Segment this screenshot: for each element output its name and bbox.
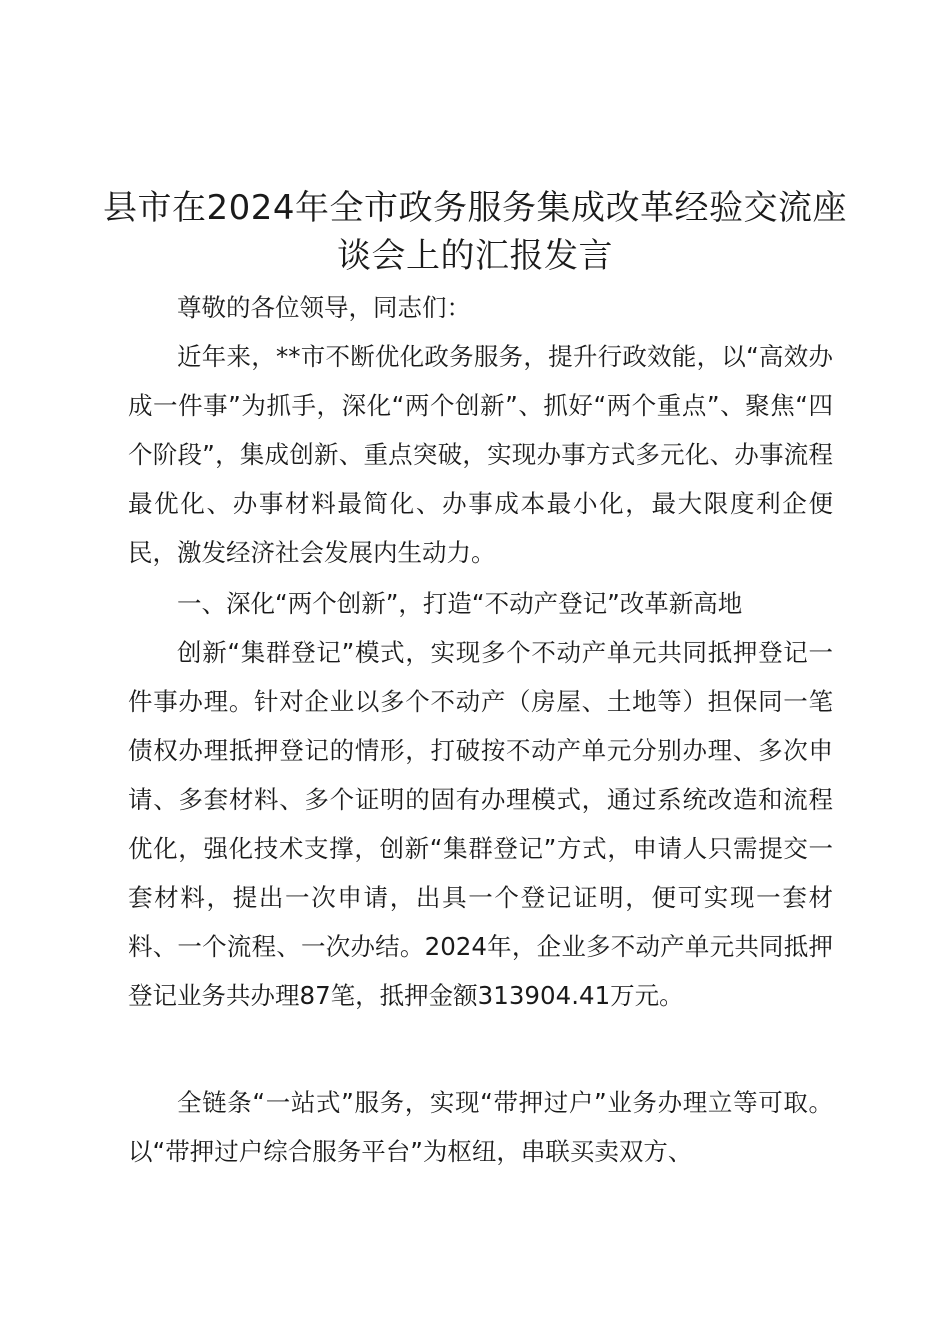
document-title: 县市在2024年全市政务服务集成改革经验交流座谈会上的汇报发言 (102, 188, 848, 276)
intro-paragraph: 近年来，**市不断优化政务服务，提升行政效能，以“高效办成一件事”为抓手，深化“两个创新”、抓好“两个重点”、聚焦“四个阶段”，集成创新、重点突破，实现办事方式多元化、办事流程最优化、办事材料最简化、办事成本最小化，最大限度利企便民，激发经济社会发展内生动力。 (128, 342, 833, 567)
body-paragraph: 全链条“一站式”服务，实现“带押过户”业务办理立等可取。以“带押过户综合服务平台”为枢纽，串联买卖双方、 (128, 1088, 833, 1166)
salutation: 尊敬的各位领导，同志们： (177, 293, 471, 322)
body-paragraph: 创新“集群登记”模式，实现多个不动产单元共同抵押登记一件事办理。针对企业以多个不动产（房屋、土地等）担保同一笔债权办理抵押登记的情形，打破按不动产单元分别办理、多次申请、多套材料、多个证明的固有办理模式，通过系统改造和流程优化，强化技术支撑，创新“集群登记”方式，申请人只需提交一套材料，提出一次申请，出具一个登记证明，便可实现一套材料、一个流程、一次办结。2024年，企业多不动产单元共同抵押登记业务共办理87笔，抵押金额313904.41万元。 (128, 638, 833, 1010)
section-heading: 一、深化“两个创新”，打造“不动产登记”改革新高地 (177, 589, 743, 618)
